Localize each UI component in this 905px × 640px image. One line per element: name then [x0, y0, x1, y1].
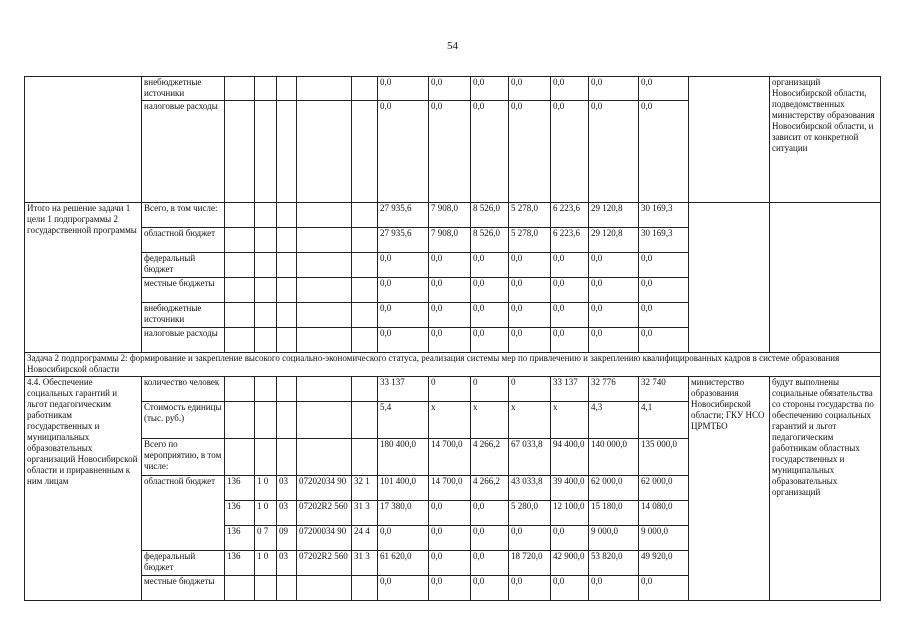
empty-name-cell [25, 77, 142, 203]
value-cell: 5 278,0 [509, 228, 551, 253]
value-cell: 4,3 [589, 402, 639, 439]
value-cell: 0,0 [551, 526, 589, 551]
row-label: областной бюджет [142, 228, 225, 253]
value-cell: 0,0 [509, 77, 551, 101]
value-cell: 32 740 [639, 377, 689, 402]
vr-cell: 24 4 [352, 526, 378, 551]
csr-cell [297, 228, 352, 253]
grbs-cell [225, 77, 255, 101]
value-cell: 39 400,0 [551, 476, 589, 501]
value-cell: 7 908,0 [429, 228, 471, 253]
value-cell: 7 908,0 [429, 203, 471, 228]
rz-cell [255, 303, 277, 328]
value-cell: 27 935,6 [378, 228, 429, 253]
value-cell: х [509, 402, 551, 439]
value-cell: 49 920,0 [639, 551, 689, 576]
executor-cell [689, 203, 770, 353]
pr-cell: 03 [277, 476, 297, 501]
csr-cell [297, 101, 352, 203]
table-row [25, 377, 881, 402]
value-cell: 0,0 [551, 576, 589, 601]
csr-cell [297, 278, 352, 303]
value-cell: 0,0 [589, 278, 639, 303]
result-cell [770, 203, 881, 353]
csr-cell [297, 303, 352, 328]
row-label: Стоимость единицы (тыс. руб.) [142, 402, 225, 439]
value-cell: 67 033,8 [509, 439, 551, 476]
csr-cell: 07202R2 560 [297, 551, 352, 576]
total-name-cell: Итого на решение задачи 1 цели 1 подпрограммы 2 государственной программы [25, 203, 142, 353]
value-cell: 0,0 [639, 77, 689, 101]
value-cell: 0,0 [378, 77, 429, 101]
grbs-cell [225, 278, 255, 303]
pr-cell [277, 377, 297, 402]
value-cell: 0,0 [378, 576, 429, 601]
value-cell: 0,0 [589, 101, 639, 203]
value-cell: 8 526,0 [471, 203, 509, 228]
csr-cell [297, 439, 352, 476]
value-cell: 0,0 [471, 501, 509, 526]
value-cell: 0,0 [639, 278, 689, 303]
value-cell: 101 400,0 [378, 476, 429, 501]
vr-cell [352, 303, 378, 328]
value-cell: 0,0 [378, 303, 429, 328]
value-cell: х [471, 402, 509, 439]
value-cell: 0,0 [589, 303, 639, 328]
value-cell: 0,0 [471, 278, 509, 303]
value-cell: 0,0 [509, 303, 551, 328]
value-cell: 0,0 [639, 101, 689, 203]
value-cell: 0 [429, 377, 471, 402]
grbs-cell: 136 [225, 501, 255, 526]
task2-heading: Задача 2 подпрограммы 2: формирование и закрепление высокого социально-экономического статуса, реализация системы мер по привлечению и закреплению квалифицированных кадров в системе образования Новосибирской области [25, 353, 881, 377]
rz-cell: 1 0 [255, 551, 277, 576]
value-cell: 0,0 [509, 278, 551, 303]
vr-cell [352, 377, 378, 402]
value-cell: 0,0 [429, 253, 471, 278]
value-cell: 0,0 [471, 576, 509, 601]
value-cell: 0,0 [378, 101, 429, 203]
value-cell: 0,0 [589, 576, 639, 601]
value-cell: 0,0 [509, 576, 551, 601]
value-cell: 0,0 [429, 77, 471, 101]
rz-cell: 1 0 [255, 476, 277, 501]
value-cell: 12 100,0 [551, 501, 589, 526]
grbs-cell [225, 253, 255, 278]
rz-cell [255, 328, 277, 353]
item44-name-cell: 4.4. Обеспечение социальных гарантий и льгот педагогическим работникам государственных и муниципальных образовательных организаций Новосибирской области и приравненным к ним лицам [25, 377, 142, 601]
value-cell: 4,1 [639, 402, 689, 439]
value-cell: 0,0 [589, 328, 639, 353]
table-row [25, 203, 881, 228]
pr-cell: 03 [277, 501, 297, 526]
value-cell: 0,0 [429, 576, 471, 601]
csr-cell: 07200034 90 [297, 526, 352, 551]
value-cell: 0,0 [639, 253, 689, 278]
pr-cell [277, 576, 297, 601]
csr-cell [297, 328, 352, 353]
row-label: налоговые расходы [142, 328, 225, 353]
value-cell: 0,0 [471, 551, 509, 576]
value-cell: 0,0 [471, 101, 509, 203]
value-cell: 29 120,8 [589, 228, 639, 253]
value-cell: 18 720,0 [509, 551, 551, 576]
rz-cell [255, 402, 277, 439]
table-row [25, 353, 881, 377]
value-cell: 0,0 [429, 278, 471, 303]
value-cell: 42 900,0 [551, 551, 589, 576]
value-cell: 0,0 [378, 328, 429, 353]
value-cell: 0,0 [429, 328, 471, 353]
pr-cell: 03 [277, 551, 297, 576]
value-cell: 0,0 [589, 253, 639, 278]
vr-cell [352, 278, 378, 303]
value-cell: 135 000,0 [639, 439, 689, 476]
pr-cell [277, 203, 297, 228]
value-cell: 0,0 [378, 526, 429, 551]
pr-cell [277, 101, 297, 203]
value-cell: 0 [471, 377, 509, 402]
value-cell: 61 620,0 [378, 551, 429, 576]
value-cell: 0,0 [471, 303, 509, 328]
value-cell: 0,0 [509, 328, 551, 353]
value-cell: 30 169,3 [639, 228, 689, 253]
value-cell: 9 000,0 [639, 526, 689, 551]
rz-cell [255, 228, 277, 253]
grbs-cell [225, 439, 255, 476]
value-cell: 0,0 [429, 303, 471, 328]
value-cell: 15 180,0 [589, 501, 639, 526]
value-cell: 6 223,6 [551, 203, 589, 228]
value-cell: 30 169,3 [639, 203, 689, 228]
pr-cell [277, 278, 297, 303]
vr-cell [352, 253, 378, 278]
value-cell: 0,0 [509, 526, 551, 551]
pr-cell [277, 402, 297, 439]
csr-cell: 07202034 90 [297, 476, 352, 501]
rz-cell [255, 377, 277, 402]
csr-cell [297, 253, 352, 278]
grbs-cell: 136 [225, 551, 255, 576]
pr-cell: 09 [277, 526, 297, 551]
value-cell: 0,0 [551, 328, 589, 353]
value-cell: 5 278,0 [509, 203, 551, 228]
value-cell: 0,0 [509, 253, 551, 278]
pr-cell [277, 439, 297, 476]
result-cell: организаций Новосибирской области, подведомственных министерству образования Новосибирской области, и зависит от конкретной ситуации [770, 77, 881, 203]
value-cell: х [551, 402, 589, 439]
value-cell: 0,0 [639, 303, 689, 328]
value-cell: 0,0 [429, 501, 471, 526]
rz-cell: 0 7 [255, 526, 277, 551]
value-cell: 53 820,0 [589, 551, 639, 576]
rz-cell [255, 253, 277, 278]
value-cell: 32 776 [589, 377, 639, 402]
value-cell: 180 400,0 [378, 439, 429, 476]
pr-cell [277, 328, 297, 353]
csr-cell: 07202R2 560 [297, 501, 352, 526]
value-cell: 5,4 [378, 402, 429, 439]
value-cell: 0,0 [551, 278, 589, 303]
row-label: федеральный бюджет [142, 253, 225, 278]
value-cell: 5 280,0 [509, 501, 551, 526]
executor-cell: министерство образования Новосибирской области; ГКУ НСО ЦРМТБО [689, 377, 770, 601]
rz-cell [255, 203, 277, 228]
value-cell: 62 000,0 [639, 476, 689, 501]
value-cell: 43 033,8 [509, 476, 551, 501]
vr-cell [352, 101, 378, 203]
grbs-cell [225, 303, 255, 328]
row-label: федеральный бюджет [142, 551, 225, 576]
page-number: 54 [447, 40, 458, 52]
value-cell: 0,0 [551, 101, 589, 203]
pr-cell [277, 77, 297, 101]
vr-cell: 31 3 [352, 551, 378, 576]
row-label: внебюджетные источники [142, 303, 225, 328]
row-label: местные бюджеты [142, 576, 225, 601]
grbs-cell: 136 [225, 476, 255, 501]
value-cell: 0,0 [429, 101, 471, 203]
row-label: Всего, в том числе: [142, 203, 225, 228]
value-cell: 17 380,0 [378, 501, 429, 526]
row-label: местные бюджеты [142, 278, 225, 303]
vr-cell [352, 576, 378, 601]
grbs-cell [225, 328, 255, 353]
csr-cell [297, 203, 352, 228]
csr-cell [297, 576, 352, 601]
value-cell: 0,0 [551, 77, 589, 101]
rz-cell: 1 0 [255, 501, 277, 526]
executor-cell [689, 77, 770, 203]
value-cell: 0,0 [471, 328, 509, 353]
row-label: областной бюджет [142, 476, 225, 551]
value-cell: 0,0 [378, 253, 429, 278]
value-cell: 33 137 [378, 377, 429, 402]
grbs-cell [225, 377, 255, 402]
value-cell: х [429, 402, 471, 439]
value-cell: 33 137 [551, 377, 589, 402]
vr-cell: 31 3 [352, 501, 378, 526]
pr-cell [277, 228, 297, 253]
value-cell: 8 526,0 [471, 228, 509, 253]
value-cell: 14 080,0 [639, 501, 689, 526]
vr-cell [352, 203, 378, 228]
value-cell: 0,0 [589, 77, 639, 101]
grbs-cell [225, 228, 255, 253]
grbs-cell [225, 203, 255, 228]
program-table [24, 76, 881, 601]
pr-cell [277, 303, 297, 328]
value-cell: 0,0 [639, 328, 689, 353]
row-label: внебюджетные источники [142, 77, 225, 101]
vr-cell [352, 439, 378, 476]
value-cell: 0,0 [639, 576, 689, 601]
value-cell: 0,0 [471, 253, 509, 278]
value-cell: 0,0 [509, 101, 551, 203]
value-cell: 0,0 [551, 253, 589, 278]
value-cell: 0,0 [378, 278, 429, 303]
value-cell: 0 [509, 377, 551, 402]
vr-cell [352, 402, 378, 439]
vr-cell: 32 1 [352, 476, 378, 501]
value-cell: 14 700,0 [429, 476, 471, 501]
csr-cell [297, 402, 352, 439]
value-cell: 0,0 [551, 303, 589, 328]
rz-cell [255, 101, 277, 203]
value-cell: 0,0 [471, 526, 509, 551]
table-row [25, 77, 881, 101]
row-label: количество человек [142, 377, 225, 402]
grbs-cell [225, 101, 255, 203]
value-cell: 94 400,0 [551, 439, 589, 476]
value-cell: 4 266,2 [471, 476, 509, 501]
vr-cell [352, 328, 378, 353]
row-label: налоговые расходы [142, 101, 225, 203]
rz-cell [255, 278, 277, 303]
csr-cell [297, 377, 352, 402]
value-cell: 9 000,0 [589, 526, 639, 551]
vr-cell [352, 77, 378, 101]
value-cell: 0,0 [471, 77, 509, 101]
value-cell: 140 000,0 [589, 439, 639, 476]
pr-cell [277, 253, 297, 278]
value-cell: 0,0 [429, 526, 471, 551]
value-cell: 29 120,8 [589, 203, 639, 228]
value-cell: 4 266,2 [471, 439, 509, 476]
vr-cell [352, 228, 378, 253]
rz-cell [255, 576, 277, 601]
value-cell: 0,0 [429, 551, 471, 576]
value-cell: 6 223,6 [551, 228, 589, 253]
rz-cell [255, 439, 277, 476]
grbs-cell: 136 [225, 526, 255, 551]
value-cell: 62 000,0 [589, 476, 639, 501]
result-cell: будут выполнены социальные обязательства со стороны государства по обеспечению социальных гарантий и льгот педагогическим работникам областных государственных и муниципальных образовательных организаций [770, 377, 881, 601]
value-cell: 14 700,0 [429, 439, 471, 476]
grbs-cell [225, 402, 255, 439]
value-cell: 27 935,6 [378, 203, 429, 228]
rz-cell [255, 77, 277, 101]
csr-cell [297, 77, 352, 101]
row-label: Всего по мероприятию, в том числе: [142, 439, 225, 476]
grbs-cell [225, 576, 255, 601]
